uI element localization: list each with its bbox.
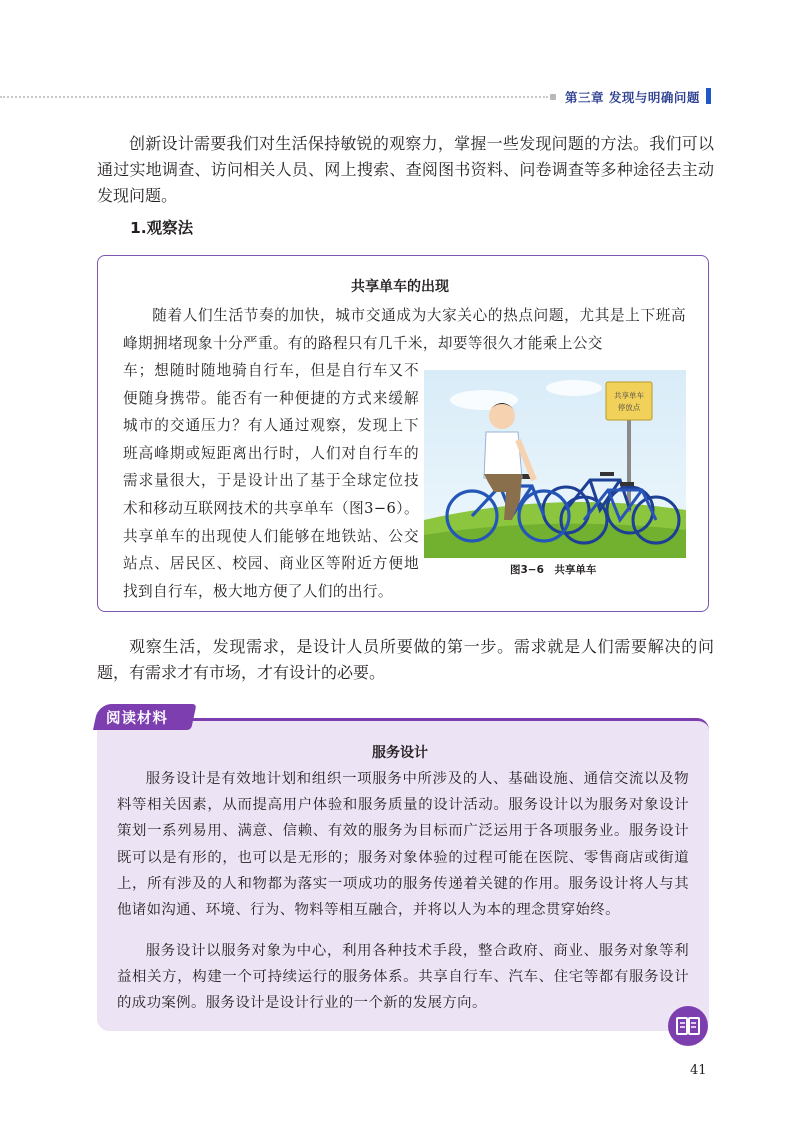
sign-text-line2: 停放点: [617, 403, 641, 412]
chapter-title: 第三章 发现与明确问题: [565, 90, 700, 105]
chapter-marker-bar: [706, 88, 711, 104]
section-heading: 1.观察法: [130, 219, 194, 237]
case-paragraph-1: 随着人们生活节奏的加快，城市交通成为大家关心的热点问题，尤其是上下班高峰期拥堵现象十分严重。有的路程只有几千米，却要等很久才能乘上公交: [123, 307, 686, 352]
header-dot: [550, 94, 556, 100]
sign-text-line1: 共享单车: [614, 391, 644, 400]
book-icon: [668, 1006, 708, 1046]
shared-bikes-svg: [424, 370, 686, 558]
case-paragraph-2: 车；想随时随地骑自行车，但是自行车又不便随身携带。能否有一种便捷的方式来缓解城市的交通压力？有人通过观察，发现上下班高峰期或短距离出行时，人们对自行车的需求量很大，于是设计出了基于全球定位技术和移动互联网技术的共享单车（图3−6）。共享单车的出现使人们能够在地铁站、公交站点、居民区、校园、商业区等附近方便地找到自行车，极大地方便了人们的出行。: [123, 362, 419, 600]
after-case-paragraph: 观察生活，发现需求，是设计人员所要做的第一步。需求就是人们需要解决的问题，有需求才有市场，才有设计的必要。: [97, 637, 714, 682]
reading-title: 服务设计: [372, 745, 428, 761]
reading-paragraph-2: 服务设计以服务对象为中心，利用各种技术手段，整合政府、商业、服务对象等利益相关方，构建一个可持续运行的服务体系。共享自行车、汽车、住宅等都有服务设计的成功案例。服务设计是设计行业的一个新的发展方向。: [117, 943, 689, 1012]
intro-paragraph: 创新设计需要我们对生活保持敏锐的观察力，掌握一些发现问题的方法。我们可以通过实地调查、访问相关人员、网上搜索、查阅图书资料、问卷调查等多种途径去主动发现问题。: [97, 134, 714, 205]
reading-tag-label: 阅读材料: [106, 711, 168, 727]
figure-caption: 图3−6 共享单车: [510, 564, 597, 576]
shared-bikes-illustration: [424, 370, 686, 558]
book-icon-svg: [668, 1006, 708, 1046]
reading-paragraph-1: 服务设计是有效地计划和组织一项服务中所涉及的人、基础设施、通信交流以及物料等相关因素，从而提高用户体验和服务质量的设计活动。服务设计以为服务对象设计策划一系列易用、满意、信赖、有效的服务为目标而广泛运用于各项服务业。服务设计既可以是有形的，也可以是无形的；服务对象体验的过程可能在医院、零售商店或街道上，所有涉及的人和物都为落实一项成功的服务传递着关键的作用。服务设计将人与其他诸如沟通、环境、行为、物料等相互融合，并将以人为本的理念贯穿始终。: [117, 771, 689, 919]
header-rule: [0, 96, 548, 98]
page-number: 41: [690, 1063, 707, 1078]
case-title: 共享单车的出现: [351, 279, 449, 295]
